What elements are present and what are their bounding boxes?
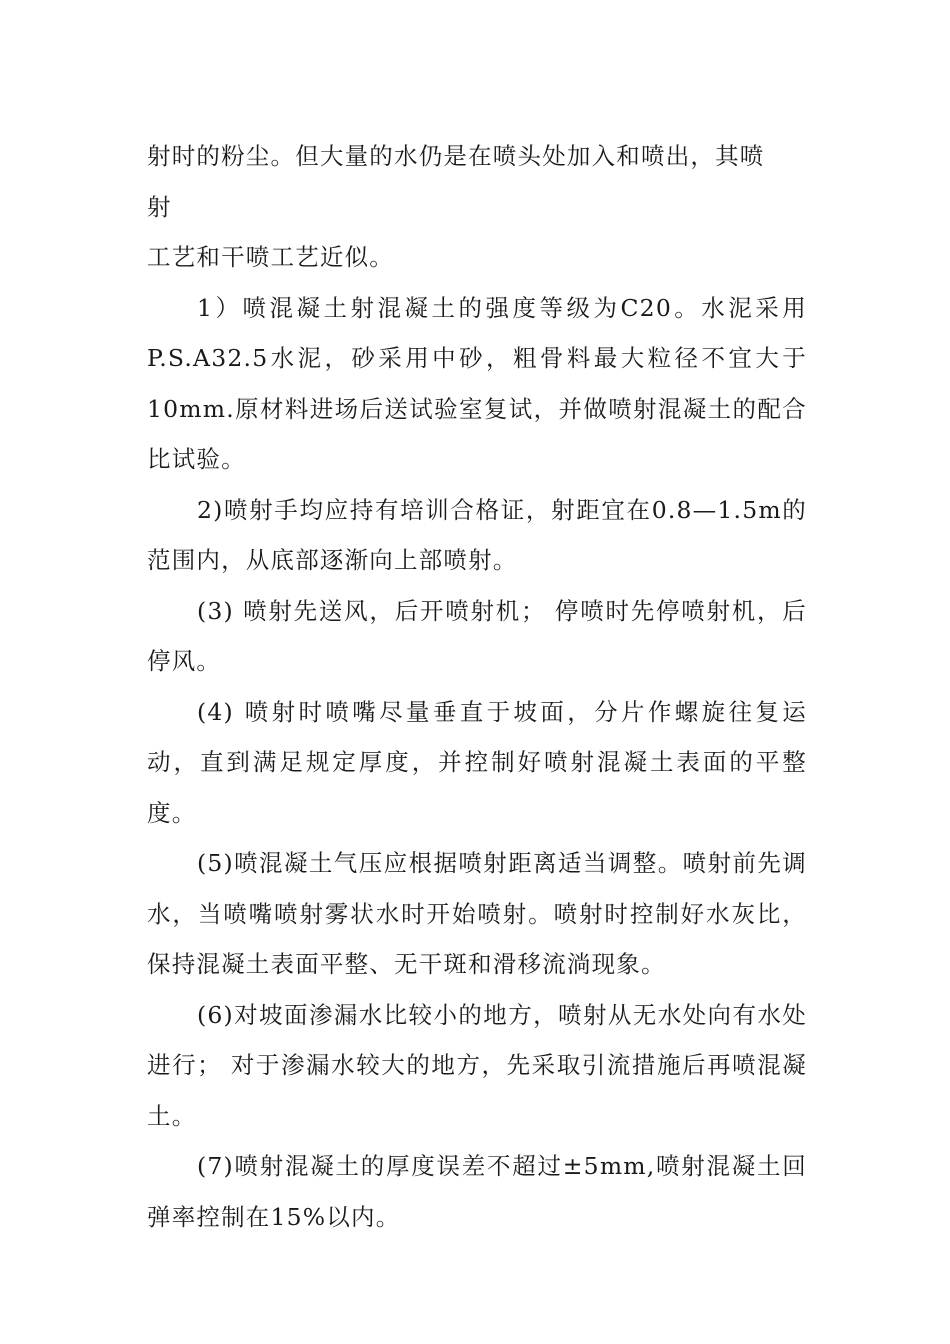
paragraph-item-2: 2)喷射手均应持有培训合格证，射距宜在0.8—1.5m的范围内，从底部逐渐向上部喷射。 (147, 495, 807, 574)
paragraph-item-3: (3) 喷射先送风，后开喷射机； 停喷时先停喷射机，后停风。 (147, 596, 807, 675)
paragraph-item-5: (5)喷混凝土气压应根据喷射距离适当调整。喷射前先调水，当喷嘴喷射雾状水时开始喷射。喷射时控制好水灰比，保持混凝土表面平整、无干斑和滑移流淌现象。 (147, 849, 807, 978)
paragraph-continuation: 射时的粉尘。但大量的水仍是在喷头处加入和喷出，其喷 (147, 142, 765, 170)
paragraph-item-1: 1）喷混凝土射混凝土的强度等级为C20。水泥采用P.S.A32.5水泥，砂采用中砂，粗骨料最大粒径不宜大于10mm.原材料进场后送试验室复试，并做喷射混凝土的配合比试验。 (147, 293, 807, 473)
document-body (147, 131, 807, 1242)
paragraph-item-4: (4) 喷射时喷嘴尽量垂直于坡面，分片作螺旋往复运动，直到满足规定厚度，并控制好喷射混凝土表面的平整度。 (147, 697, 807, 827)
paragraph-continuation-end: 工艺和干喷工艺近似。 (147, 243, 394, 271)
paragraph-item-7: (7)喷射混凝土的厚度误差不超过±5mm,喷射混凝土回弹率控制在15%以内。 (147, 1152, 807, 1231)
paragraph-continuation-wrap: 射 (147, 192, 172, 221)
paragraph-item-6: (6)对坡面渗漏水比较小的地方，喷射从无水处向有水处进行； 对于渗漏水较大的地方，先采取引流措施后再喷混凝土。 (147, 1000, 807, 1130)
